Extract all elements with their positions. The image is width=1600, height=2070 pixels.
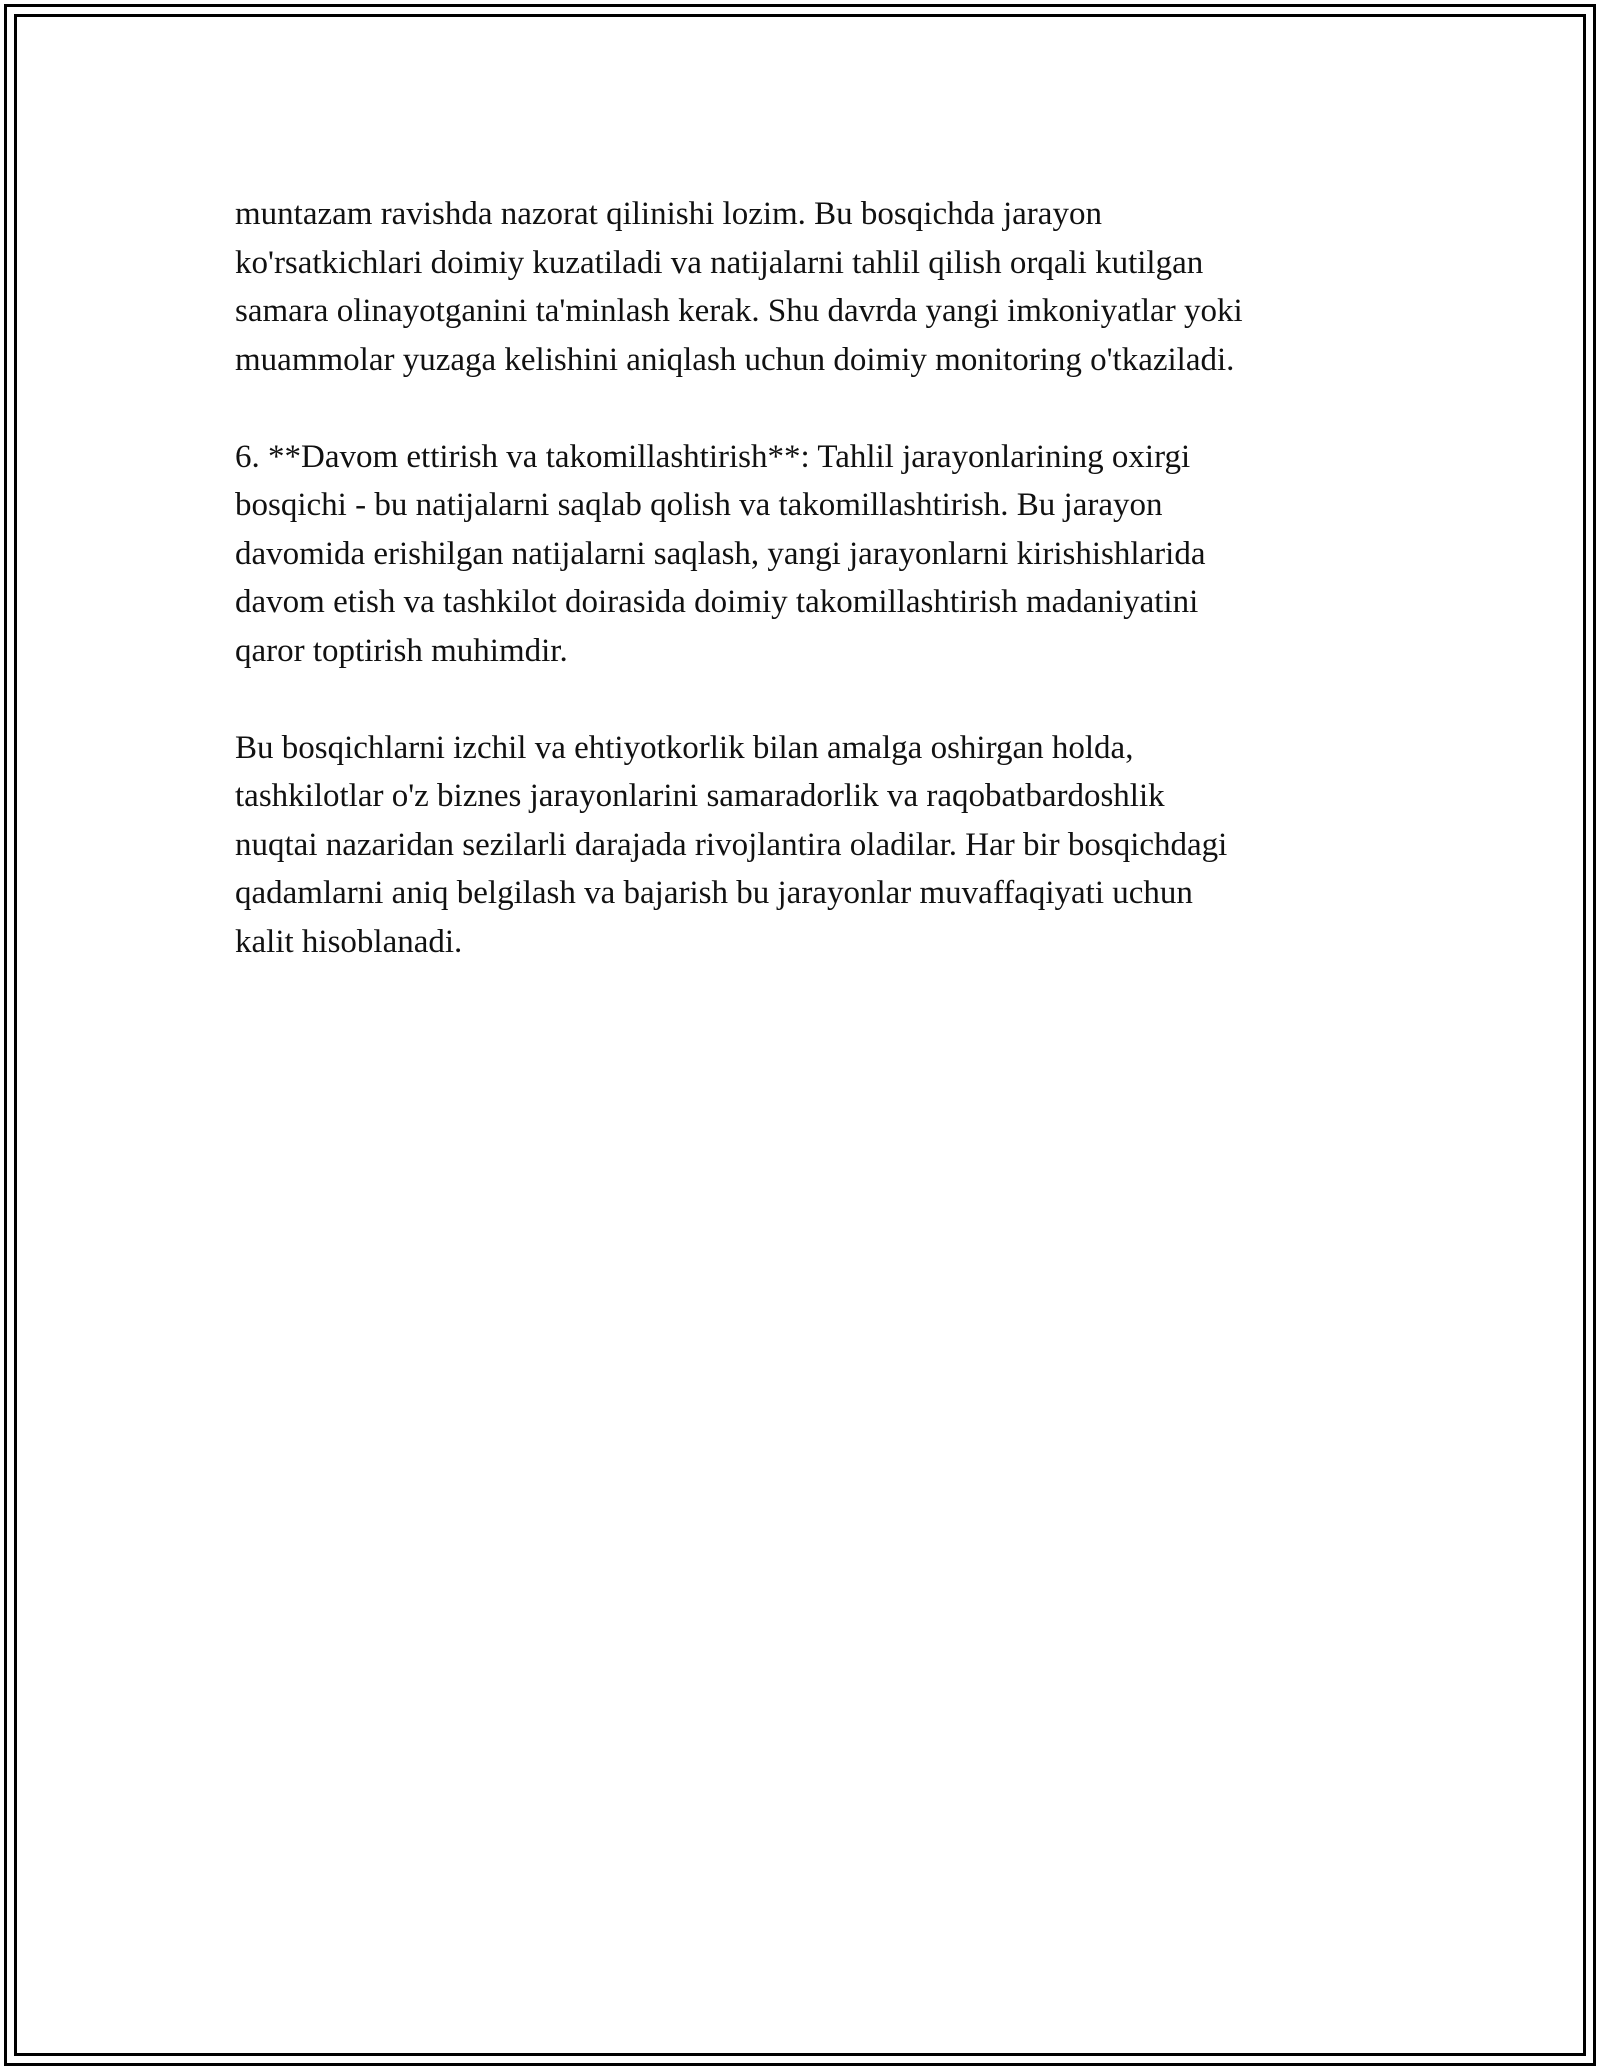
paragraph-monitoring — [235, 190, 1370, 384]
text-line: davomida erishilgan natijalarni saqlash, yangi jarayonlarni kirishishlarida — [235, 535, 1206, 572]
text-line: samara olinayotganini ta'minlash kerak. Shu davrda yangi imkoniyatlar yoki — [235, 293, 1243, 329]
text-line: davom etish va tashkilot doirasida doimiy takomillashtirish madaniyatini — [235, 584, 1199, 620]
paragraph-conclusion — [235, 724, 1370, 967]
text-line: qadamlarni aniq belgilash va bajarish bu jarayonlar muvaffaqiyati uchun — [235, 875, 1193, 911]
text-line: Bu bosqichlarni izchil va ehtiyotkorlik bilan amalga oshirgan holda, — [235, 729, 1134, 766]
text-line: 6. **Davom ettirish va takomillashtirish**: Tahlil jarayonlarining oxirgi — [235, 438, 1191, 475]
text-line: tashkilotlar o'z biznes jarayonlarini samaradorlik va raqobatbardoshlik — [235, 778, 1165, 814]
text-line: bosqichi - bu natijalarni saqlab qolish va takomillashtirish. Bu jarayon — [235, 487, 1163, 523]
text-line: muammolar yuzaga kelishini aniqlash uchun doimiy monitoring o'tkaziladi. — [235, 341, 1235, 378]
text-line: ko'rsatkichlari doimiy kuzatiladi va natijalarni tahlil qilish orqali kutilgan — [235, 244, 1204, 281]
text-line: qaror toptirish muhimdir. — [235, 632, 568, 669]
text-line: nuqtai nazaridan sezilarli darajada rivojlantira oladilar. Har bir bosqichdagi — [235, 826, 1228, 863]
document-body — [235, 190, 1370, 1015]
text-line: kalit hisoblanadi. — [235, 923, 463, 960]
paragraph-step-6 — [235, 433, 1370, 676]
text-line: muntazam ravishda nazorat qilinishi lozim. Bu bosqichda jarayon — [235, 196, 1102, 232]
